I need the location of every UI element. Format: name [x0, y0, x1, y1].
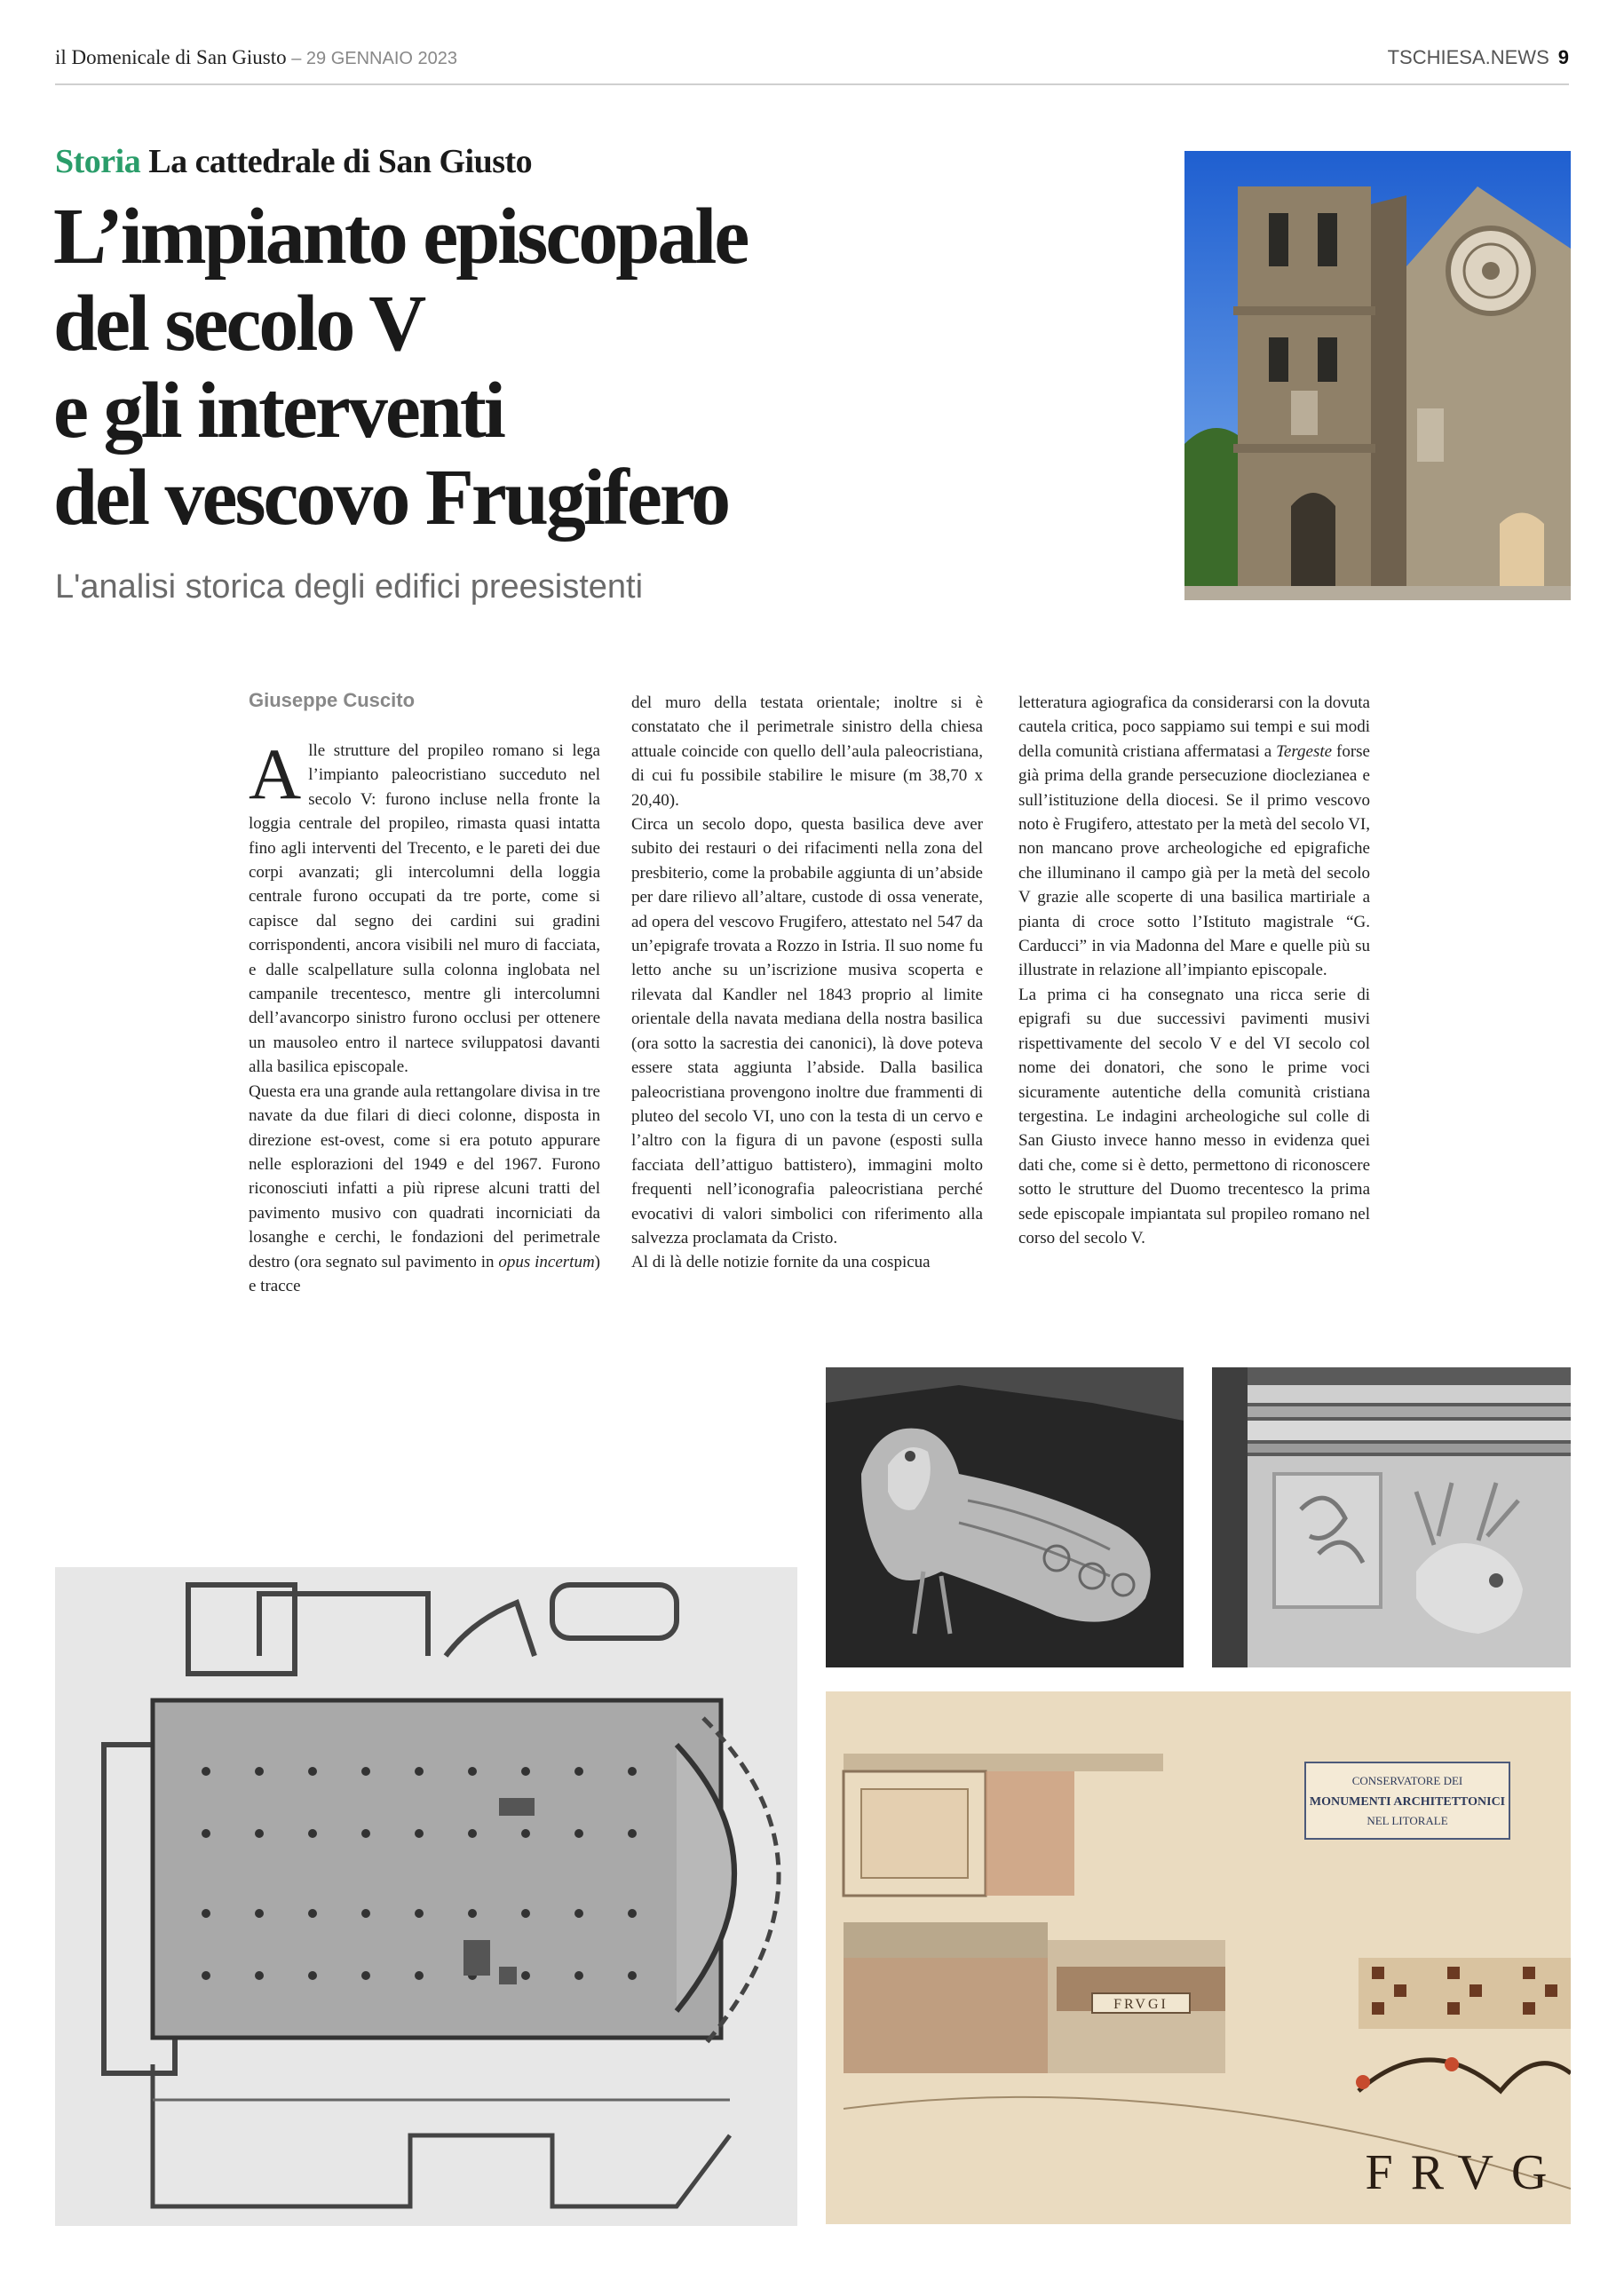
italic-term: opus incertum: [498, 1252, 595, 1271]
headline-line: del vescovo Frugifero: [53, 454, 729, 542]
paragraph-text: Questa era una grande aula rettangolare divisa in tre navate da due filari di dieci colonne, disposta in direzione est-ovest, come si era potuto appurare nelle esplorazioni del 1949 e del 1967. Furono riconosciuti infatti a più riprese alcuni tratti del pavimento musivo con quadrati incorniciati da losanghe e cerchi, le fondazioni del perimetrale destro (ora segnato sul pavimento in: [249, 1081, 600, 1271]
article-column-2: [631, 691, 983, 1275]
headline-line: L’impianto episcopale: [53, 193, 748, 281]
paragraph-text: ) e tracce: [249, 1252, 600, 1295]
site-link[interactable]: TSCHIESA.NEWS: [1387, 46, 1549, 68]
author-byline: Giuseppe Cuscito: [249, 689, 416, 711]
article-paragraph: [249, 1080, 600, 1299]
stag-relief-photo: [1212, 1367, 1571, 1667]
page-number: 9: [1557, 46, 1569, 68]
article-paragraph: La prima ci ha consegnato una ricca serie di epigrafi su due successivi pavimenti musivi rispettivamente del secolo V e del VI secolo col nome dei donatori, che sono le prime voci sicuramente autentiche della comunità cristiana tergestina. Le indagini archeologiche sul colle di San Giusto invece hanno messo in evidenza quei dati che, come si è detto, permettono di riconoscere sotto le strutture del Duomo trecentesco la prima sede episcopale impiantata sul propileo romano nel corso del secolo V.: [1018, 985, 1370, 1247]
basilica-floor-plan: [55, 1567, 797, 2226]
cathedral-photo: [1184, 151, 1571, 600]
site-header: [1388, 46, 1569, 69]
mosaic-inscription-large: FRVG: [1365, 2145, 1565, 2200]
mosaic-inscription-small: FRVGI: [1113, 1997, 1168, 2012]
stamp-line: MONUMENTI ARCHITETTONICI: [1309, 1795, 1506, 1809]
article-paragraph: del muro della testata orientale; inoltre si è constatato che il perimetrale sinistro della chiesa attuale coincide con quello dell’aula paleocristiana, di cui fu possibile stabilire le misure (m 38,70 x 20,40).: [631, 693, 983, 810]
date-separator: –: [286, 49, 306, 68]
paragraph-text: lle strutture del propileo romano si lega l’impianto paleocristiano succeduto nel secolo V: furono incluse nella fronte la loggia centrale del propileo, rimasta quasi intatta fino agli interventi del Trecento, e le pareti dei due corpi avanzati; gli intercolumni della loggia centrale furono occupati da tre porte, come si capisce dal segno dei cardini sui gradini corrispondenti, ancora visibili nel muro di facciata, e dalle scalpellature sulla colonna inglobata nel campanile trecentesco, mentre gli intercolumni dell’avancorpo sinistro furono occlusi per ottenere un mausoleo entro il nartece sviluppatosi davanti alla basilica episcopale.: [249, 741, 600, 1077]
header-divider: [55, 83, 1569, 85]
stamp-line: CONSERVATORE DEI: [1351, 1774, 1463, 1787]
article-paragraph: Circa un secolo dopo, questa basilica deve aver subito dei restauri o dei rifacimenti nella zona del presbiterio, come la probabile aggiunta di un’abside per dare rilievo all’altare, custode di ossa venerate, ad opera del vescovo Frugifero, attestato nel 547 da un’epigrafe trovata a Rozzo in Istria. Il suo nome fu letto anche su un’iscrizione musiva scoperta e rilevata dal Kandler nel 1843 proprio al limite orientale della navata mediana della nostra basilica (ora sotto la sacrestia dei canonici), là dove poteva essere stata aggiunta l’abside. Dalla basilica paleocristiana provengono inoltre due frammenti di pluteo del secolo VI, uno con la testa di un cervo e l’altro con la figura di un pavone (esposti sulla facciata dell’attiguo battistero), immagini molto frequenti nell’iconografia paleocristiana perché evocativi di valori simbolici con riferimento alla salvezza proclamata da Cristo.: [631, 815, 983, 1247]
publication-header: [55, 46, 457, 69]
headline: [53, 194, 1137, 542]
kandler-mosaic-drawing: [826, 1691, 1571, 2224]
article-column-3: [1018, 691, 1370, 1250]
headline-line: del secolo V: [53, 280, 424, 368]
stamp-line: NEL LITORALE: [1367, 1814, 1448, 1827]
article-paragraph: [249, 733, 600, 1080]
paragraph-text: forse già prima della grande persecuzione dioclezianea e sull’istituzione della diocesi. Se il primo vescovo noto è Frugifero, attestato per la metà del secolo VI, non mancano prove archeologiche ed epigrafiche che illuminano il campo già per la metà del secolo V grazie alle scoperte di una basilica martiriale a pianta di croce sotto l’Istituto magistrale “G. Carducci” in via Madonna del Mare e quelle più su illustrate in relazione all’impianto episcopale.: [1018, 741, 1370, 980]
publication-name: il Domenicale di San Giusto: [55, 46, 287, 68]
drop-cap: A: [249, 733, 302, 814]
topic-label: La cattedrale di San Giusto: [148, 143, 533, 180]
paragraph-text: letteratura agiografica da considerarsi con la dovuta cautela critica, poco sappiamo sui tempi e sui modi della comunità cristiana affermatasi a: [1018, 693, 1370, 761]
headline-line: e gli interventi: [53, 367, 503, 455]
article-column-1: [249, 733, 600, 1298]
issue-date: 29 GENNAIO 2023: [305, 49, 457, 68]
subtitle: L'analisi storica degli edifici preesistenti: [55, 568, 644, 606]
italic-term: Tergeste: [1276, 741, 1333, 761]
article-paragraph: [1018, 691, 1370, 983]
kicker: [55, 142, 532, 181]
section-label: Storia: [55, 143, 141, 180]
article-paragraph: Al di là delle notizie fornite da una cospicua: [631, 1253, 931, 1272]
peacock-relief-photo: [826, 1367, 1184, 1667]
